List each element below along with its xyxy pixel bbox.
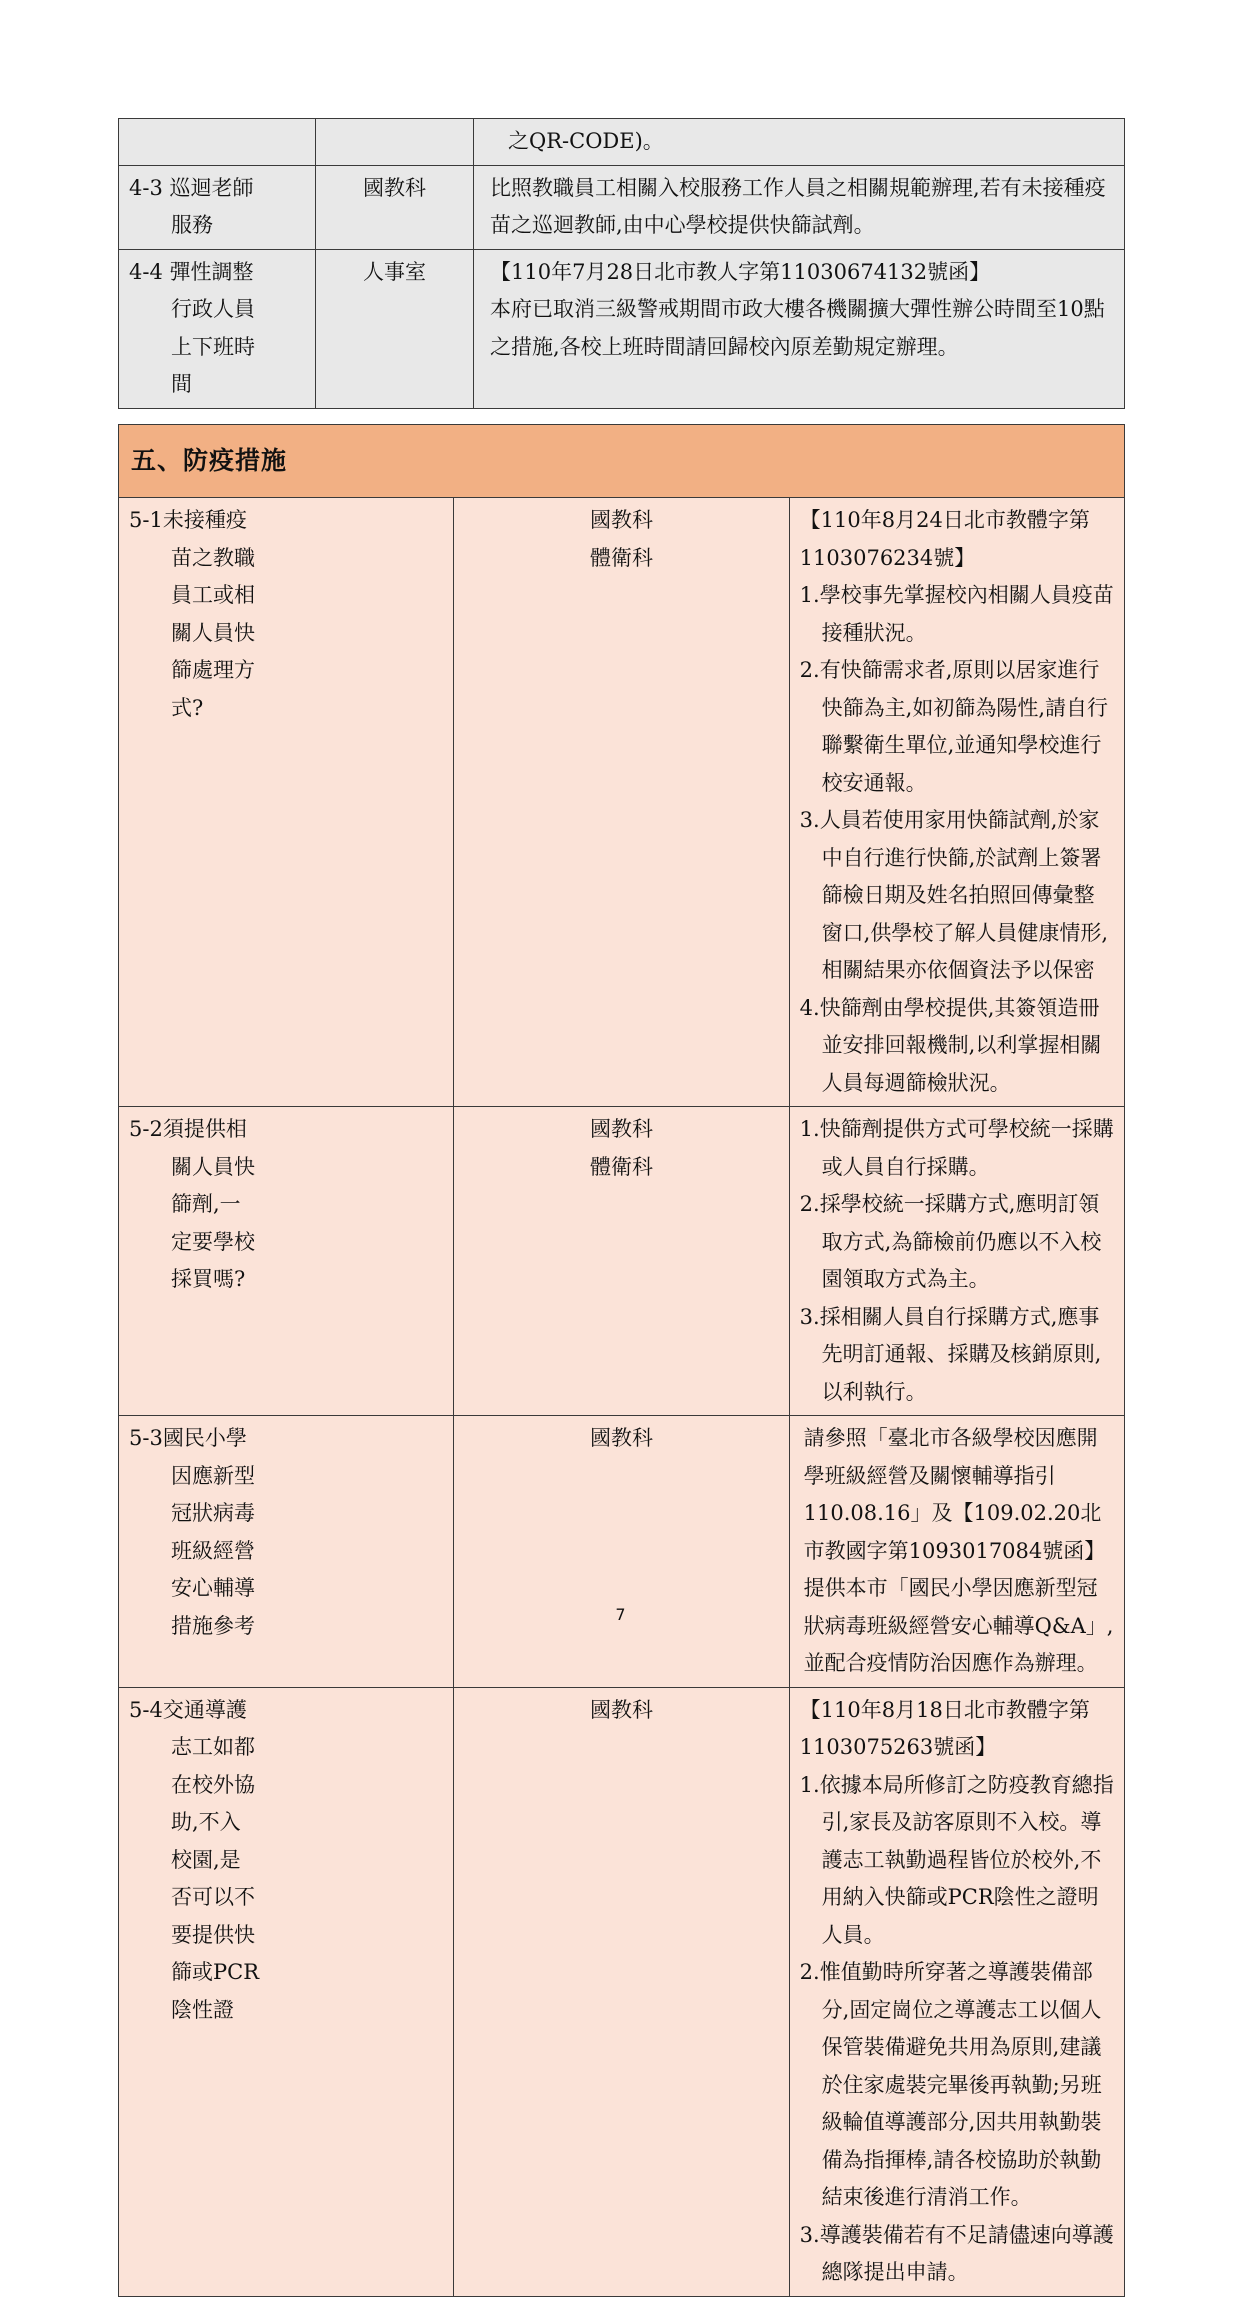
item-cell xyxy=(119,119,316,166)
content-cell xyxy=(789,1687,1124,2296)
item-label: 採買嗎? xyxy=(171,1267,246,1291)
item-label: 4-3 巡迴老師 xyxy=(129,175,254,200)
item-label: 篩劑,一 xyxy=(171,1192,241,1216)
item-label: 行政人員 xyxy=(171,297,255,321)
unit-label: 體衛科 xyxy=(589,545,653,570)
content-cell xyxy=(789,498,1124,1107)
table-row xyxy=(119,1107,1125,1416)
reference-text: 【110年7月28日北市教人字第11030674132號函】 xyxy=(490,259,991,284)
list-item: 1.快篩劑提供方式可學校統一採購或人員自行採購。 xyxy=(799,1117,1114,1179)
section-header-row xyxy=(119,425,1125,498)
item-label: 苗之教職 xyxy=(171,545,255,570)
content-cell xyxy=(789,1416,1124,1688)
item-label: 措施參考 xyxy=(171,1613,255,1638)
item-label: 5-3國民小學 xyxy=(129,1426,247,1450)
item-label: 否可以不 xyxy=(171,1885,255,1909)
list-item: 3.採相關人員自行採購方式,應事先明訂通報、採購及核銷原則,以利執行。 xyxy=(799,1304,1102,1404)
content-cell xyxy=(474,249,1125,408)
table-row xyxy=(119,498,1125,1107)
item-label: 關人員快 xyxy=(171,1154,255,1179)
unit-cell xyxy=(316,119,474,166)
item-label: 在校外協 xyxy=(171,1772,255,1797)
item-label: 5-2須提供相 xyxy=(129,1117,247,1141)
table-row xyxy=(119,1687,1125,2296)
content-cell xyxy=(789,1107,1124,1416)
item-label: 要提供快 xyxy=(171,1922,255,1947)
table-row xyxy=(119,165,1125,249)
list-item: 3.導護裝備若有不足請儘速向導護總隊提出申請。 xyxy=(799,2222,1114,2284)
content-text: 之QR-CODE)。 xyxy=(508,129,664,153)
item-label: 間 xyxy=(171,372,192,396)
item-label: 篩或PCR xyxy=(171,1960,260,1984)
item-label: 式? xyxy=(171,695,204,720)
item-label: 4-4 彈性調整 xyxy=(129,259,254,284)
unit-cell xyxy=(454,1687,789,2296)
item-label: 服務 xyxy=(171,213,213,237)
item-cell xyxy=(119,249,316,408)
unit-label: 體衛科 xyxy=(589,1154,653,1179)
list-item: 4.快篩劑由學校提供,其簽領造冊並安排回報機制,以利掌握相關人員每週篩檢狀況。 xyxy=(799,995,1102,1095)
item-label: 上下班時 xyxy=(171,334,255,359)
item-cell xyxy=(119,1687,454,2296)
unit-cell: 人事室 xyxy=(316,249,474,408)
list-item: 3.人員若使用家用快篩試劑,於家中自行進行快篩,於試劑上簽署篩檢日期及姓名拍照回傳彙整窗口,供學校了解人員健康情形,相關結果亦依個資法予以保密 xyxy=(799,808,1109,982)
content-cell xyxy=(474,119,1125,166)
table-row xyxy=(119,119,1125,166)
unit-label: 國教科 xyxy=(589,1697,653,1722)
table-top xyxy=(118,118,1125,409)
item-label: 校園,是 xyxy=(171,1847,241,1872)
list-item: 1.依據本局所修訂之防疫教育總指引,家長及訪客原則不入校。導護志工執勤過程皆位於校外,不用納入快篩或PCR陰性之證明人員。 xyxy=(799,1772,1114,1947)
unit-cell xyxy=(454,1107,789,1416)
unit-label: 國教科 xyxy=(589,1117,653,1141)
item-cell xyxy=(119,165,316,249)
item-label: 定要學校 xyxy=(171,1229,255,1254)
item-label: 5-1未接種疫 xyxy=(129,508,247,532)
list-item: 2.採學校統一採購方式,應明訂領取方式,為篩檢前仍應以不入校園領取方式為主。 xyxy=(799,1192,1102,1291)
item-cell xyxy=(119,498,454,1107)
page-number: 7 xyxy=(615,1605,626,1624)
item-label: 冠狀病毒 xyxy=(171,1501,255,1525)
unit-cell xyxy=(454,1416,789,1688)
reference-text: 【110年8月24日北市教體字第1103076234號】 xyxy=(799,508,1090,570)
item-label: 班級經營 xyxy=(171,1538,255,1563)
item-label: 志工如都 xyxy=(171,1735,255,1759)
item-label: 因應新型 xyxy=(171,1463,255,1488)
content-text: 本府已取消三級警戒期間市政大樓各機關擴大彈性辦公時間至10點之措施,各校上班時間請回歸校內原差勤規定辦理。 xyxy=(490,297,1105,359)
reference-text: 【110年8月18日北市教體字第1103075263號函】 xyxy=(799,1697,1090,1759)
unit-cell: 國教科 xyxy=(316,165,474,249)
unit-cell xyxy=(454,498,789,1107)
list-item: 2.有快篩需求者,原則以居家進行快篩為主,如初篩為陽性,請自行聯繫衛生單位,並通知學校進行校安通報。 xyxy=(799,658,1109,795)
table-section5 xyxy=(118,424,1125,2297)
table-row xyxy=(119,249,1125,408)
unit-label: 國教科 xyxy=(589,1426,653,1450)
content-cell xyxy=(474,165,1125,249)
item-label: 助,不入 xyxy=(171,1810,241,1834)
item-label: 安心輔導 xyxy=(171,1576,255,1600)
content-text: 請參照「臺北市各級學校因應開學班級經營及關懷輔導指引110.08.16」及【109.02.20北市教國字第1093017084號函】提供本市「國民小學因應新型冠狀病毒班級經營安心輔導Q&A」,並配合疫情防治因應作為辦理。 xyxy=(803,1426,1114,1675)
item-label: 篩處理方 xyxy=(171,658,255,682)
section-title: 五、防疫措施 xyxy=(119,425,1125,498)
item-label: 關人員快 xyxy=(171,620,255,645)
list-item: 1.學校事先掌握校內相關人員疫苗接種狀況。 xyxy=(799,583,1114,645)
item-label: 5-4交通導護 xyxy=(129,1697,247,1722)
list-item: 2.惟值勤時所穿著之導護裝備部分,固定崗位之導護志工以個人保管裝備避免共用為原則,建議於住家處裝完畢後再執勤;另班級輪值導護部分,因共用執勤裝備為指揮棒,請各校協助於執勤結束後進行清消工作。 xyxy=(799,1960,1102,2209)
item-cell xyxy=(119,1107,454,1416)
item-label: 陰性證 xyxy=(171,1997,234,2022)
content-text: 比照教職員工相關入校服務工作人員之相關規範辦理,若有未接種疫苗之巡迴教師,由中心學校提供快篩試劑。 xyxy=(490,175,1106,237)
unit-label: 國教科 xyxy=(589,508,653,532)
item-label: 員工或相 xyxy=(171,583,255,607)
table-row xyxy=(119,1416,1125,1688)
item-cell xyxy=(119,1416,454,1688)
